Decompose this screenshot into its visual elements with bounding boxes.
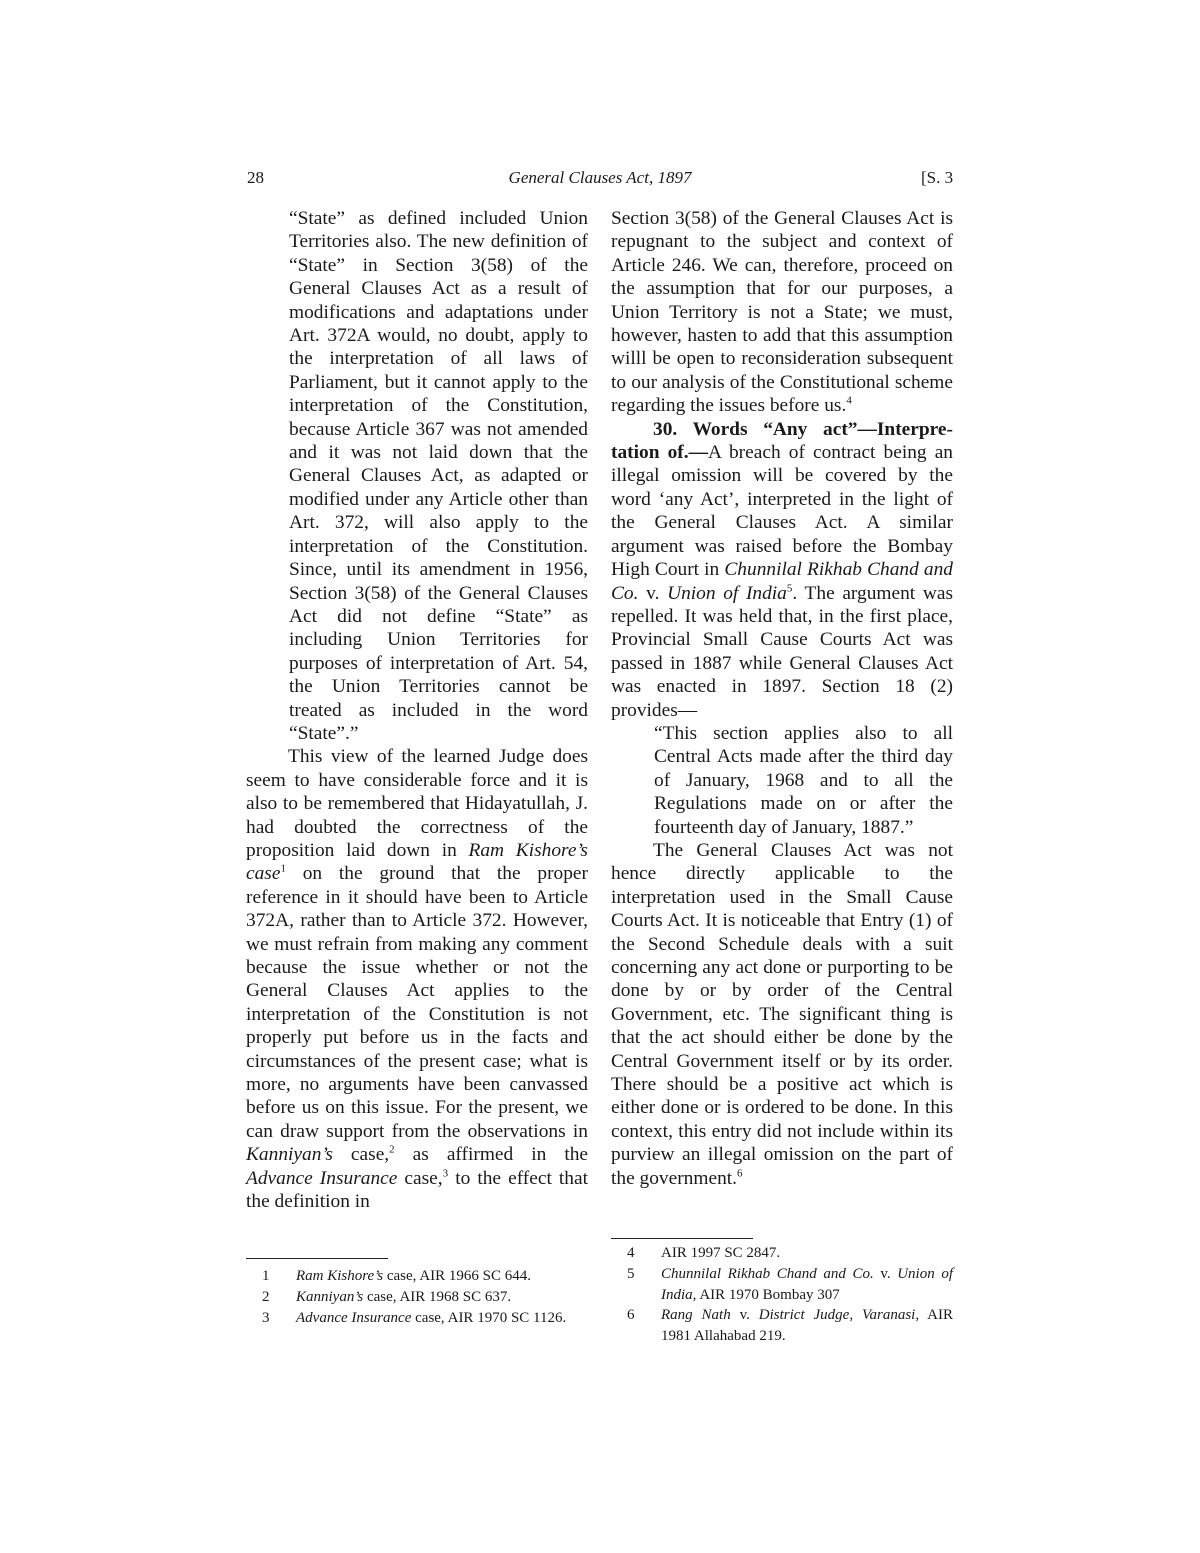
footnote-divider [246, 1258, 388, 1259]
text-run: v. [730, 1307, 759, 1324]
footnote-number: 6 [627, 1307, 635, 1324]
footnote [627, 1264, 953, 1306]
text-run: case, [397, 1167, 443, 1189]
footnote-number: 2 [262, 1288, 270, 1305]
section-reference: [S. 3 [921, 168, 954, 187]
text-run: , AIR 1981 Allahabad 219. [661, 1307, 953, 1345]
footnote [262, 1287, 588, 1308]
case-name: Advance Insurance [246, 1167, 398, 1189]
footnote-text [296, 1266, 588, 1287]
text-run: v. [873, 1265, 898, 1282]
footnote-number: 1 [262, 1268, 270, 1284]
text-run: Section 3(58) of the General Clauses Act is repugnant to the subject and context of Article 246. We can, therefore, proceed on the assumption that for our purposes, a Union Territory is not a State; we must, however, hasten to add that this assumption willl be open to reconsideration subsequent to our analysis of the Constitutional scheme regarding the issues before us. [611, 208, 953, 417]
text-run: This view of the learned Judge does seem to have considerable force and it is also to be remembered that Hidayatullah, J. had doubted the correctness of the proposition laid down in [246, 746, 588, 861]
left-column [246, 207, 588, 1213]
footnote-ref: 1 [280, 862, 286, 875]
text-run: case, AIR 1966 SC 644. [383, 1268, 532, 1284]
case-name: Union of India [661, 1265, 953, 1303]
footnote-ref: 4 [846, 394, 852, 407]
case-name: Kanniyan’s [296, 1288, 364, 1305]
case-name: Kanniyan’s [246, 1144, 333, 1166]
footnote-number: 3 [262, 1309, 270, 1326]
case-name: Chunnilal Rikhab Chand and Co. [611, 559, 954, 604]
footnote-number: 5 [627, 1265, 635, 1282]
case-name: Rang Nath [661, 1307, 731, 1324]
body-paragraph [611, 839, 953, 1190]
page-number: 28 [247, 168, 264, 187]
text-run: v. [638, 582, 668, 604]
case-name: Union of India [667, 582, 787, 604]
running-title: General Clauses Act, 1897 [508, 168, 692, 187]
footnote-text: AIR 1997 SC 2847. [661, 1245, 781, 1261]
text-run: to the effect that the definition in [246, 1167, 588, 1213]
case-name: Chunnilal Rikhab Chand and Co. [661, 1265, 874, 1282]
footnote [627, 1243, 953, 1264]
case-name: Advance Insurance [296, 1309, 412, 1326]
text-run: on the ground that the proper reference in it should have been to Article 372A, rather than to Article 372. However, we must refrain from making any comment because the issue whether or not the General Clauses Act applies to the interpretation of the Constitution is not properly put before us in the facts and circumstances of the present case; what is more, no arguments have been canvassed before us on this issue. For the present, we can draw support from the observations in [246, 863, 588, 1142]
case-name: Ram Kishore’s case [246, 839, 588, 885]
text-run: . The argument was repelled. It was held that, in the first place, Provincial Small Cause Courts Act was passed in 1887 while General Clauses Act was enacted in 1897. Section 18 (2) provides— [611, 582, 954, 721]
text-run: case, AIR 1968 SC 637. [363, 1288, 512, 1305]
footnotes-left [262, 1266, 588, 1328]
case-name: Ram Kishore’s [296, 1268, 384, 1284]
text-run: case, AIR 1970 SC 1126. [411, 1309, 567, 1326]
text-run: , AIR 1970 Bombay 307 [692, 1286, 840, 1303]
footnote [262, 1308, 588, 1329]
footnote [627, 1305, 953, 1347]
footnote-number: 4 [627, 1245, 635, 1261]
footnote-ref: 3 [442, 1167, 449, 1180]
body-paragraph [611, 207, 953, 418]
case-name: District Judge, Varanasi [758, 1307, 916, 1324]
footnote-text [661, 1305, 953, 1347]
text-run: A breach of contract being an illegal omission will be covered by the word ‘any Act’, interpreted in the light of the General Clauses Act. A similar argument was raised before the Bombay High Court in [611, 442, 953, 581]
text-run: case, [332, 1144, 390, 1166]
footnote-text [661, 1264, 953, 1306]
body-paragraph [246, 745, 588, 1213]
footnote-ref: 2 [389, 1143, 395, 1156]
footnote-divider [611, 1238, 753, 1239]
footnote-ref: 5 [786, 582, 793, 595]
footnotes-right [627, 1243, 953, 1347]
footnote [262, 1266, 588, 1287]
footnote-ref: 6 [737, 1167, 743, 1180]
quoted-passage: “State” as defined included Union Territories also. The new definition of “State” in Section 3(58) of the General Clauses Act as a result of modifications and adaptations under Art. 372A would, no doubt, apply to the interpretation of all laws of Parliament, but it cannot apply to the interpretation of the Constitution, because Article 367 was not amended and it was not laid down that the General Clauses Act, as adapted or modified under any Article other than Art. 372, will also apply to the interpretation of the Constitution. Since, until its amendment in 1956, Section 3(58) of the General Clauses Act did not define “State” as including Union Territories for purposes of interpretation of Art. 54, the Union Territories cannot be treated as included in the word “State”.” [289, 208, 588, 744]
section-paragraph [611, 418, 953, 722]
footnote-text [296, 1308, 588, 1329]
quoted-passage: “This section applies also to all Central Acts made after the third day of January, 1968 and to all the Regulations made on or after the fourteenth day of January, 1887.” [654, 722, 953, 838]
footnote-text [296, 1287, 588, 1308]
section-heading: 30. Words “Any act”—Interpre-tation of.— [611, 418, 953, 464]
text-run: as affirmed in the [394, 1144, 589, 1166]
text-run: The General Clauses Act was not hence directly applicable to the interpretation used in the Small Cause Courts Act. It is noticeable that Entry (1) of the Second Schedule deals with a suit concerning any act done or purporting to be done by or by order of the Central Government, etc. The significant thing is that the act should either be done by the Central Government itself or by its order. There should be a positive act which is either done or is ordered to be done. In this context, this entry did not include within its purview an illegal omission on the part of the government. [611, 839, 953, 1189]
right-column [611, 207, 953, 1190]
